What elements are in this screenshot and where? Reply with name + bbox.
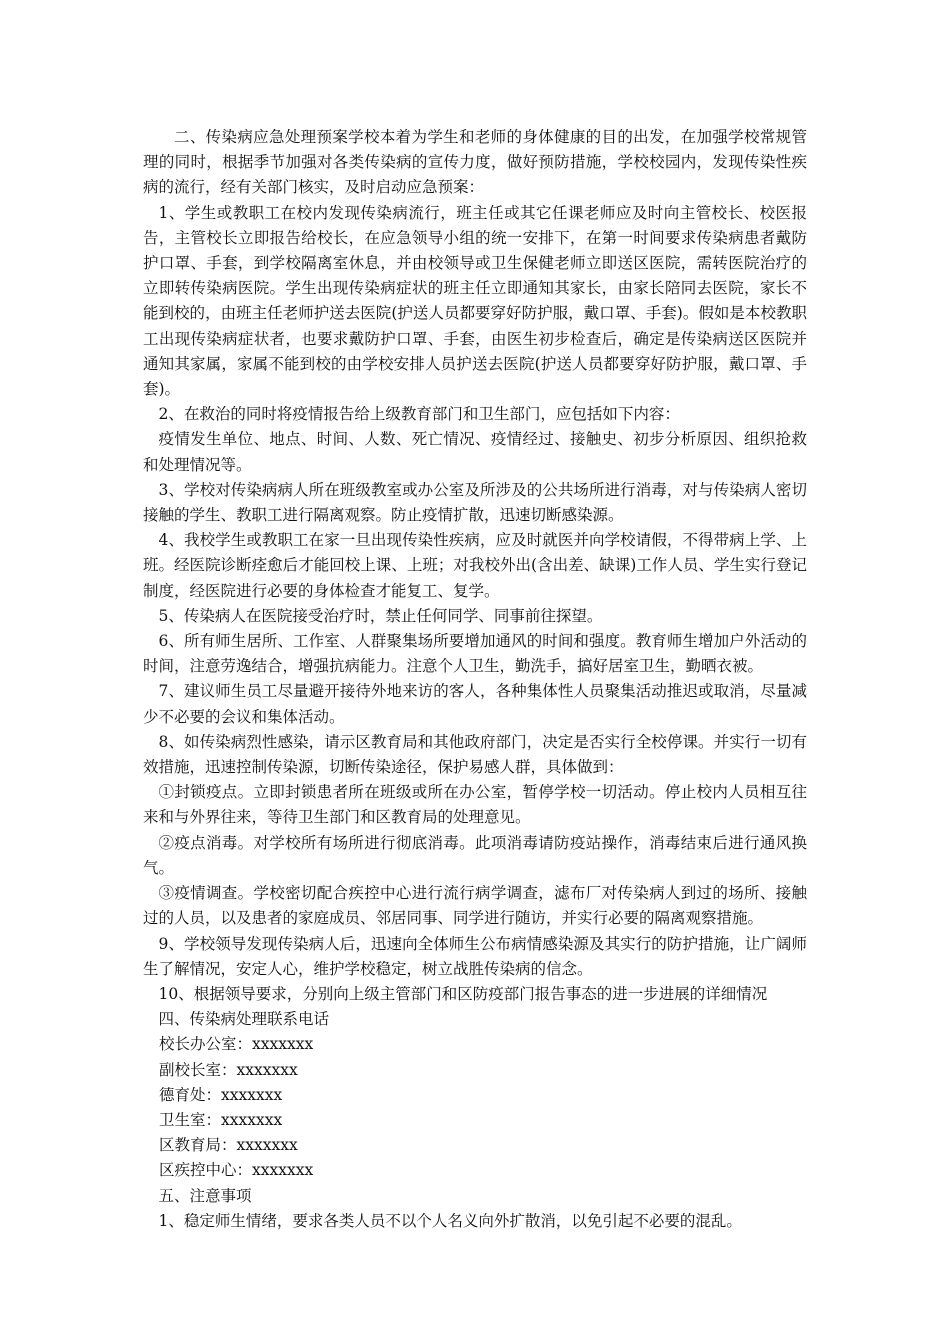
paragraph-item-6: 6、所有师生居所、工作室、人群聚集场所要增加通风的时间和强度。教育师生增加户外活动的时间，注意劳逸结合，增强抗病能力。注意个人卫生，勤洗手，搞好居室卫生，勤晒衣被。 (143, 632, 807, 676)
paragraph-item-5: 5、传染病人在医院接受治疗时，禁止任何同学、同事前往探望。 (158, 606, 603, 625)
paragraph-item-4: 4、我校学生或教职工在家一旦出现传染性疾病，应及时就医并向学校请假，不得带病上学、上班。经医院诊断痊愈后才能回校上课、上班；对我校外出(含出差、缺课)工作人员、学生实行登记制度，经医院进行必要的身体检查才能复工、复学。 (143, 531, 807, 600)
paragraph-item-10: 10、根据领导要求，分别向上级主管部门和区防疫部门报告事态的进一步进展的详细情况 (158, 984, 768, 1003)
paragraph-sub-3: ③疫情调查。学校密切配合疾控中心进行流行病学调查，滤布厂对传染病人到过的场所、接触过的人员，以及患者的家庭成员、邻居同事、同学进行随访，并实行必要的隔离观察措施。 (143, 884, 807, 928)
contact-health-room: 卫生室：xxxxxxx (159, 1110, 283, 1129)
document-body (143, 125, 807, 1234)
paragraph-item-7: 7、建议师生员工尽量避开接待外地来访的客人，各种集体性人员聚集活动推迟或取消，尽量减少不必要的会议和集体活动。 (143, 682, 807, 726)
paragraph-sub-2: ②疫点消毒。对学校所有场所进行彻底消毒。此项消毒请防疫站操作，消毒结束后进行通风换气。 (143, 833, 807, 877)
contact-principal-office: 校长办公室：xxxxxxx (159, 1035, 314, 1054)
contact-district-cdc: 区疾控中心：xxxxxxx (159, 1161, 314, 1180)
paragraph-sub-1: ①封锁疫点。立即封锁患者所在班级或所在办公室，暂停学校一切活动。停止校内人员相互往来和与外界往来，等待卫生部门和区教育局的处理意见。 (143, 783, 807, 827)
contact-district-education-bureau: 区教育局：xxxxxxx (159, 1136, 298, 1155)
contact-moral-education-office: 德育处：xxxxxxx (159, 1085, 283, 1104)
paragraph-item-3: 3、学校对传染病病人所在班级教室或办公室及所涉及的公共场所进行消毒，对与传染病人密切接触的学生、教职工进行隔离观察。防止疫情扩散，迅速切断感染源。 (143, 480, 807, 525)
paragraph-item-2: 2、在救治的同时将疫情报告给上级教育部门和卫生部门，应包括如下内容： (158, 405, 680, 424)
paragraph-report-content: 疫情发生单位、地点、时间、人数、死亡情况、疫情经过、接触史、初步分析原因、组织抢救和处理情况等。 (143, 430, 807, 474)
paragraph-item-9: 9、学校领导发现传染病人后，迅速向全体师生公布病情感染源及其实行的防护措施，让广阔师生了解情况，安定人心，维护学校稳定，树立战胜传染病的信念。 (143, 934, 807, 978)
paragraph-item-1: 1、学生或教职工在校内发现传染病流行，班主任或其它任课老师应及时向主管校长、校医报告，主管校长立即报告给校长，在应急领导小组的统一安排下，在第一时间要求传染病患者戴防护口罩、手套，到学校隔离室休息，并由校领导或卫生保健老师立即送区医院，需转医院治疗的立即转传染病医院。学生出现传染病症状的班主任立即通知其家长，由家长陪同去医院，家长不能到校的，由班主任老师护送去医院(护送人员都要穿好防护服，戴口罩、手套)。假如是本校教职工出现传染病症状者，也要求戴防护口罩、手套，由医生初步检查后，确定是传染病送区医院并通知其家属，家属不能到校的由学校安排人员护送去医院(护送人员都要穿好防护服，戴口罩、手套)。 (143, 203, 807, 399)
section-four-heading: 四、传染病处理联系电话 (158, 1010, 330, 1029)
paragraph-notice-1: 1、稳定师生情绪，要求各类人员不以个人名义向外扩散消，以免引起不必要的混乱。 (158, 1211, 742, 1230)
section-five-heading: 五、注意事项 (158, 1186, 252, 1205)
contact-vice-principal-office: 副校长室：xxxxxxx (159, 1060, 298, 1079)
paragraph-item-8: 8、如传染病烈性感染，请示区教育局和其他政府部门，决定是否实行全校停课。并实行一切有效措施，迅速控制传染源，切断传染途径，保护易感人群，具体做到： (143, 732, 807, 777)
paragraph-section-two: 二、传染病应急处理预案学校本着为学生和老师的身体健康的目的出发，在加强学校常规管理的同时，根据季节加强对各类传染病的宣传力度，做好预防措施，学校校园内，发现传染性疾病的流行，经有关部门核实，及时启动应急预案： (143, 128, 807, 197)
